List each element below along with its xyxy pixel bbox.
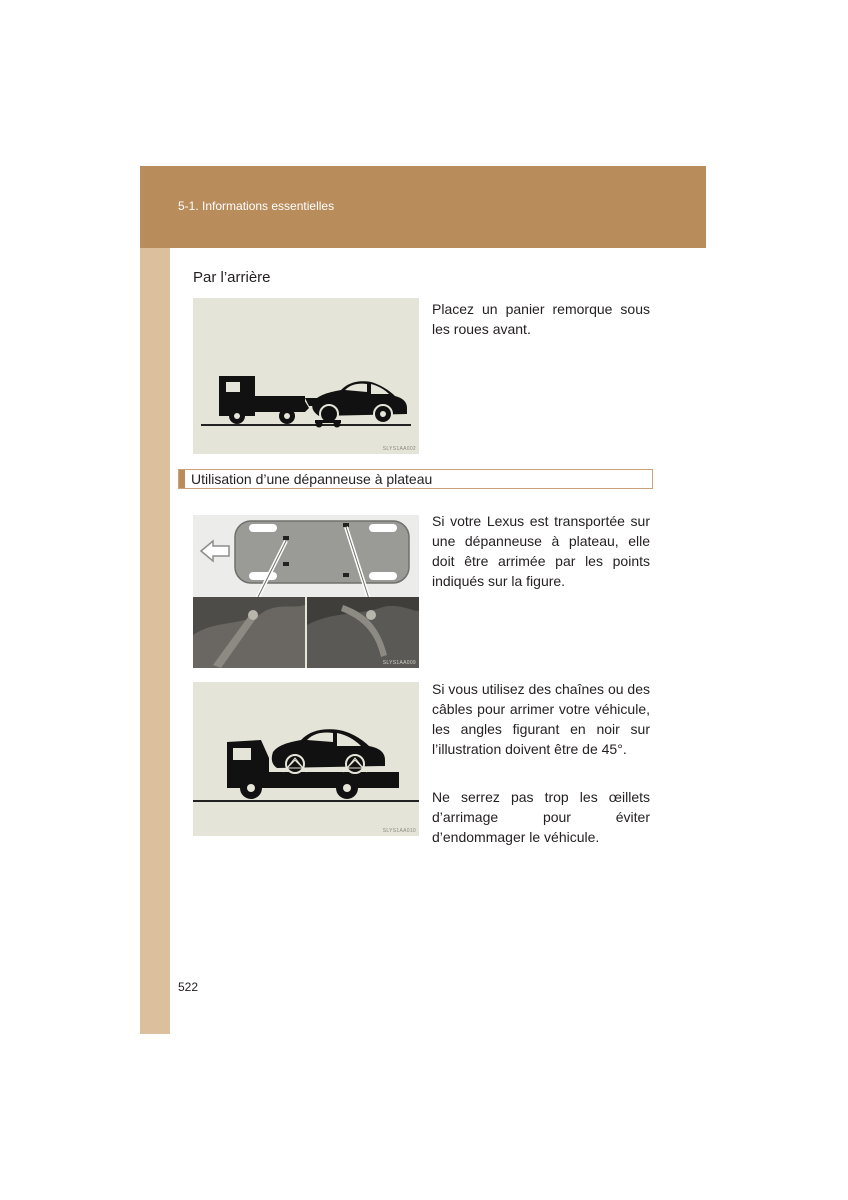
section-breadcrumb: 5-1. Informations essentielles: [178, 199, 335, 213]
subheading-rear: Par l’arrière: [193, 269, 271, 286]
figure-tow-truck-dolly: [193, 298, 419, 454]
page-number: 522: [178, 980, 199, 994]
figure-code: SLYS1AA009: [382, 660, 416, 666]
figure-tie-down-points: [193, 515, 419, 668]
section-heading-box: [178, 469, 653, 489]
paragraph-dolly: Placez un panier remorque sous les roues avant.: [432, 301, 650, 337]
flatbed-truck-illustration: [193, 682, 419, 836]
tie-down-points-illustration: [193, 515, 419, 668]
paragraph-flatbed-tiedown: Si votre Lexus est transportée sur une dépanneuse à plateau, elle doit être arrimée par les points indiqués sur la figure.: [432, 513, 650, 589]
tow-truck-dolly-illustration: [193, 298, 419, 454]
section-title: Utilisation d’une dépanneuse à plateau: [191, 471, 433, 487]
section-marker: [179, 470, 185, 488]
paragraph-tighten-warning: Ne serrez pas trop les œillets d’arrimage pour éviter d’endommager le véhicule.: [432, 789, 650, 845]
figure-flatbed-truck: [193, 682, 419, 836]
figure-code: SLYS1AA002: [382, 446, 416, 452]
figure-code: SLYS1AA010: [382, 828, 416, 834]
side-band: [140, 166, 170, 1034]
paragraph-chains-angle: Si vous utilisez des chaînes ou des câbles pour arrimer votre véhicule, les angles figurant en noir sur l’illustration doivent être de 45°.: [432, 681, 650, 757]
